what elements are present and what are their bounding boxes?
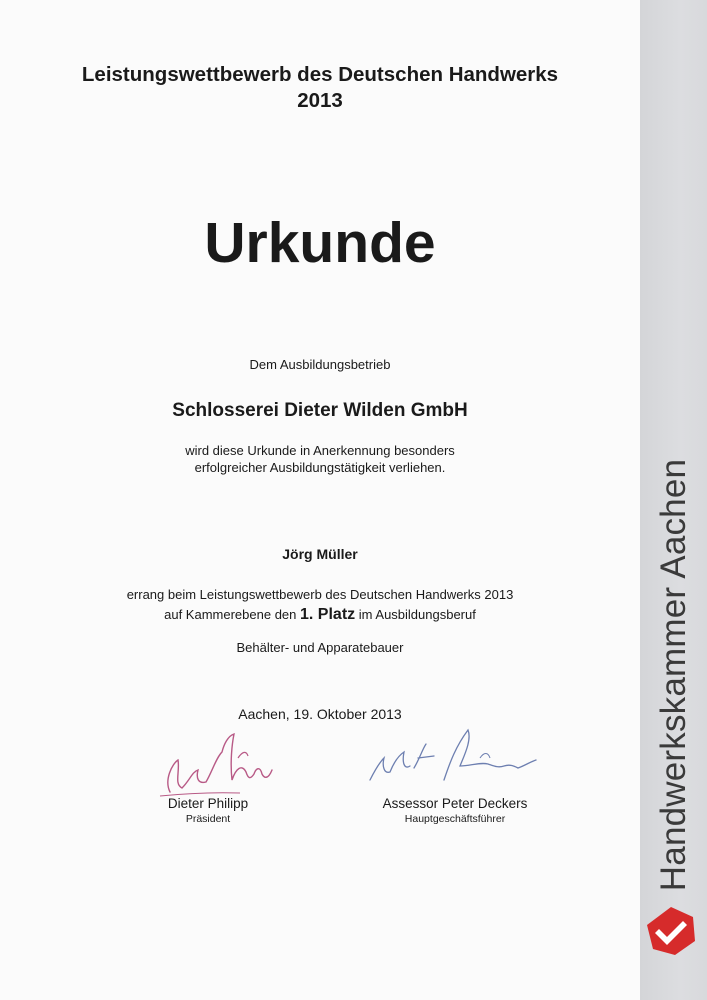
header-line-1: Leistungswettbewerb des Deutschen Handwerks (81, 63, 559, 86)
document-header (0, 62, 640, 114)
signature-right-handwriting (360, 722, 545, 792)
recognition-text (0, 442, 640, 476)
signatory-right-role: Hauptgeschäftsführer (404, 813, 506, 825)
signatory-left-name: Dieter Philipp (167, 796, 249, 811)
achievement-line-1: errang beim Leistungswettbewerb des Deutschen Handwerks 2013 (126, 587, 514, 602)
achievement-pre: auf Kammerebene den (164, 607, 297, 622)
document-title: Urkunde (204, 211, 436, 275)
person-name: Jörg Müller (282, 546, 358, 562)
intro-text: Dem Ausbildungsbetrieb (249, 357, 391, 372)
place-rank: 1. Platz (300, 606, 356, 623)
header-line-2: 2013 (297, 89, 343, 112)
profession: Behälter- und Apparatebauer (236, 640, 404, 655)
recognition-line-2: erfolgreicher Ausbildungstätigkeit verliehen. (194, 460, 446, 475)
signature-block-left (118, 795, 298, 826)
signature-left-handwriting (150, 722, 280, 802)
signatory-left-role: Präsident (185, 813, 231, 825)
achievement-text (0, 585, 640, 625)
signature-block-right (345, 795, 565, 826)
signatory-right-name: Assessor Peter Deckers (382, 796, 528, 811)
achievement-post: im Ausbildungsberuf (358, 607, 476, 622)
date-place: Aachen, 19. Oktober 2013 (238, 706, 402, 722)
organization-name: Handwerkskammer Aachen (654, 458, 693, 892)
chamber-logo-icon (645, 905, 697, 957)
company-name: Schlosserei Dieter Wilden GmbH (172, 400, 468, 421)
recognition-line-1: wird diese Urkunde in Anerkennung besonders (185, 443, 455, 458)
achievement-line-2 (0, 605, 640, 625)
